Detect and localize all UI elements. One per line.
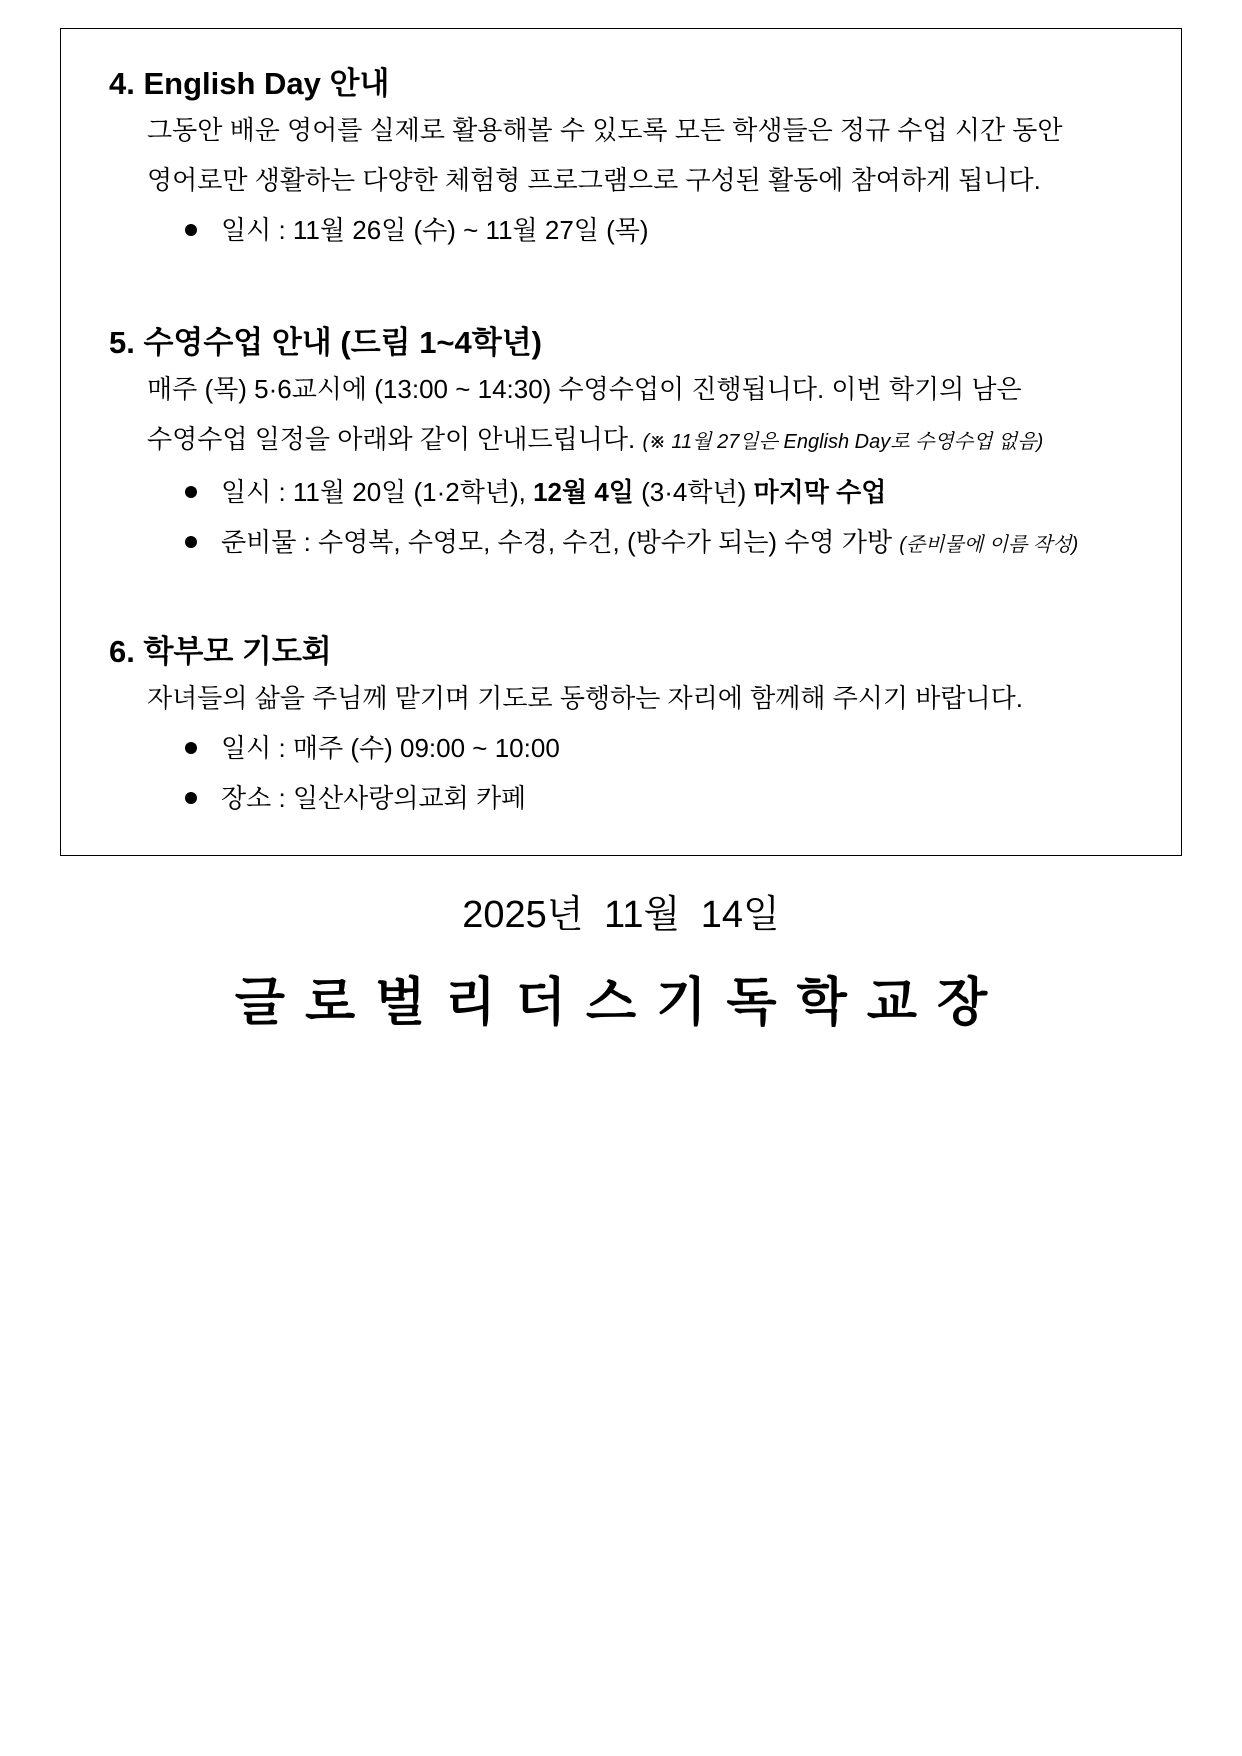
list-item: [183, 467, 1161, 517]
issue-date: 2025년 11월 14일: [462, 894, 780, 936]
list-item: [183, 723, 1161, 773]
paragraph-line: [109, 414, 1161, 467]
section-title: 4. English Day 안내: [109, 66, 390, 101]
bullet-icon: [185, 224, 197, 236]
list-item: [183, 517, 1161, 570]
list-item: [183, 773, 1161, 823]
bullet-icon: [185, 742, 197, 754]
bullet-text: 준비물 : 수영복, 수영모, 수경, 수건, (방수가 되는) 수영 가방: [221, 527, 900, 557]
section-title: 5. 수영수업 안내 (드림 1~4학년): [109, 325, 542, 360]
paragraph-note: (※ 11월 27일은 English Day로 수영수업 없음): [642, 431, 1044, 453]
paragraph-line: 그동안 배운 영어를 실제로 활용해볼 수 있도록 모든 학생들은 정규 수업 시간 동안: [147, 115, 1063, 145]
bullet-text: (3·4학년): [633, 477, 754, 507]
bullet-emphasis: 12월 4일: [533, 477, 634, 507]
paragraph-line: 매주 (목) 5·6교시에 (13:00 ~ 14:30) 수영수업이 진행됩니다. 이번 학기의 남은: [147, 374, 1022, 404]
bullet-icon: [185, 792, 197, 804]
section-parent-prayer: [109, 631, 1161, 823]
bullet-list: [109, 205, 1161, 255]
bullet-icon: [185, 486, 197, 498]
paragraph-line: 영어로만 생활하는 다양한 체험형 프로그램으로 구성된 활동에 참여하게 됩니다.: [147, 165, 1041, 195]
list-item: [183, 205, 1161, 255]
bullet-list: [109, 723, 1161, 823]
bullet-note: (준비물에 이름 작성): [899, 534, 1079, 556]
paragraph-line: 자녀들의 삶을 주님께 맡기며 기도로 동행하는 자리에 함께해 주시기 바랍니다.: [147, 683, 1023, 713]
bullet-list: [109, 467, 1161, 570]
notice-box: [60, 28, 1182, 856]
section-title: 6. 학부모 기도회: [109, 634, 332, 669]
section-swimming: [109, 322, 1161, 570]
bullet-icon: [185, 536, 197, 548]
bullet-emphasis: 마지막 수업: [753, 477, 887, 507]
section-english-day: [109, 63, 1161, 255]
bullet-text: 장소 : 일산사랑의교회 카페: [221, 783, 527, 813]
signature-principal: 글로벌리더스기독학교장: [234, 974, 1008, 1032]
bullet-text: 일시 : 11월 26일 (수) ~ 11월 27일 (목): [221, 215, 649, 245]
bullet-text: 일시 : 11월 20일 (1·2학년),: [221, 477, 534, 507]
bullet-text: 일시 : 매주 (수) 09:00 ~ 10:00: [221, 733, 560, 763]
paragraph-text: 수영수업 일정을 아래와 같이 안내드립니다.: [147, 424, 636, 454]
